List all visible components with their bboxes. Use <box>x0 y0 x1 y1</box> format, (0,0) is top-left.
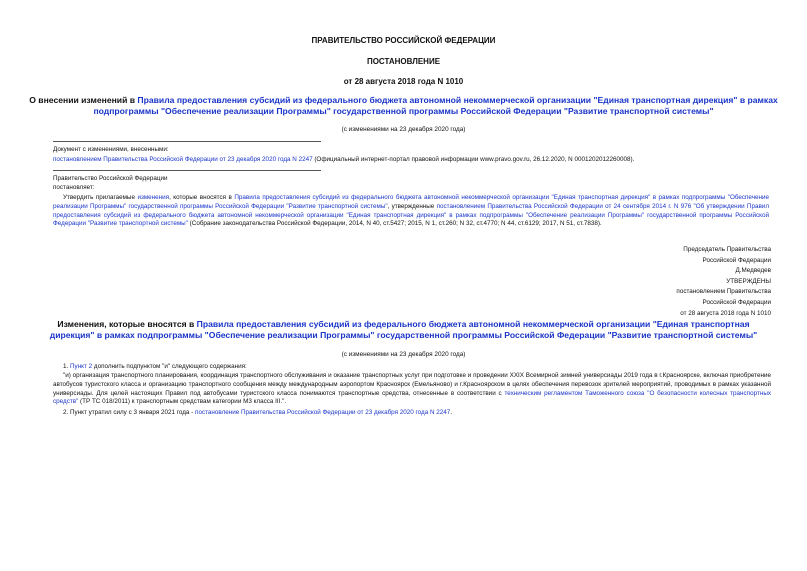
item-2 <box>63 409 763 418</box>
approval-line: от 28 августа 2018 года N 1010 <box>680 309 771 317</box>
para-text-2: , которые вносятся в <box>169 194 235 201</box>
document-date-number: от 28 августа 2018 года N 1010 <box>343 77 464 86</box>
resolution-paragraph <box>53 194 769 229</box>
para-text-4: (Собрание законодательства Российской Федерации, 2014, N 40, ст.5427; 2015, N 1, ст.260; N 32, ст.4770; N 44, ст.6129; 2017, N 51, ст.7838). <box>187 220 602 228</box>
signature-line: Российской Федерации <box>702 256 771 264</box>
item-1-number: 1. <box>63 363 71 370</box>
item-1 <box>63 363 763 372</box>
approval-line: Российской Федерации <box>702 298 771 306</box>
title-edition-note: (с изменениями на 23 декабря 2020 года) <box>341 126 466 133</box>
amendment-source: (Официальный интернет-портал правовой информации www.pravo.gov.ru, 26.12.2020, N 0001202012260008). <box>312 155 635 163</box>
quote-tail: (ТР ТС 018/2011) к транспортным средствам категории М3 класса III.". <box>78 398 287 406</box>
quote-text: "и) организация транспортного планирования, координация транспортного обслуживания и оказание транспортных услуг при подготовке и проведении XXIX Всемирной зимней универсиады 2019 года в г.Красноярске, включая приобретение автобусов туристского класса и организацию транспортного сообщения между международным аэропортом Красноярск (Емельяново) и г.Красноярском в целях обеспечения перевозок зрителей мероприятий, проводимых в рамках указанной универсиады. Для целей настоящих Правил под автобусами туристского класса понимаются транспортные средства, отнесенные в соответствии с <box>53 372 771 397</box>
approval-line: постановлением Правительства <box>676 288 771 296</box>
para-text-3: , утвержденные <box>387 202 437 210</box>
signature-line: Председатель Правительства <box>683 246 771 253</box>
rules-link[interactable]: Правила предоставления субсидий из федерального бюджета автономной некоммерческой организации "Единая транспортная дирекция" в рамках подпрограммы "Обеспечение реализации Программы" государственной программы Российской Федерации "Развитие транспортной системы" <box>53 194 770 210</box>
amendments-line <box>53 155 783 165</box>
para-text-1: Утвердить прилагаемые <box>63 194 138 201</box>
changes-title-rules-link[interactable]: Правила предоставления субсидий из федерального бюджета автономной некоммерческой организации "Единая транспортная дирекция" в рамках подпрограммы "Обеспечение реализации Программы" государственной программы Российской Федерации "Развитие транспортной системы" <box>49 319 758 340</box>
government-heading: ПРАВИТЕЛЬСТВО РОССИЙСКОЙ ФЕДЕРАЦИИ <box>311 36 496 45</box>
signature-line: Д.Медведев <box>735 267 771 275</box>
preamble <box>53 174 453 192</box>
point-2-link[interactable]: Пункт 2 <box>70 363 93 370</box>
amendments-box <box>53 145 783 164</box>
amendments-label: Документ с изменениями, внесенными: <box>53 146 169 153</box>
changes-link[interactable]: изменения <box>137 194 170 201</box>
changes-title <box>40 319 767 341</box>
item-1-text: дополнить подпунктом "и" следующего содержания: <box>92 363 247 370</box>
preamble-resolves: постановляет: <box>53 184 95 191</box>
signature-block <box>676 245 771 319</box>
decree-2247-link[interactable]: постановление Правительства Российской Федерации от 23 декабря 2020 года N 2247 <box>195 409 451 416</box>
technical-regulation-link[interactable]: техническим регламентом Таможенного союза "О безопасности колесных транспортных средств" <box>53 389 771 406</box>
document-type: ПОСТАНОВЛЕНИЕ <box>366 57 441 66</box>
amend-box-top-rule <box>53 141 321 142</box>
preamble-government: Правительство Российской Федерации <box>53 175 168 182</box>
item-2-text: 2. Пункт утратил силу с 3 января 2021 года - <box>63 409 196 416</box>
document-title <box>20 95 787 117</box>
amendment-decree-link[interactable]: постановлением Правительства Российской Федерации от 23 декабря 2020 года N 2247 <box>53 155 313 163</box>
item-2-tail: . <box>450 409 453 416</box>
decree-976-link[interactable]: постановлением Правительства Российской Федерации от 24 сентября 2014 г. N 976 "Об утверждении Правил предоставления субсидий из федерального бюджета автономной некоммерческой организации "Единая транспортная дирекция" в рамках подпрограммы "Обеспечение реализации Программы" государственной программы Российской Федерации "Развитие транспортной системы" <box>53 202 770 228</box>
amend-box-bottom-rule <box>53 170 321 171</box>
title-prefix: О внесении изменений в <box>29 95 138 105</box>
title-rules-link[interactable]: Правила предоставления субсидий из федерального бюджета автономной некоммерческой организации "Единая транспортная дирекция" в рамках подпрограммы "Обеспечение реализации Программы" государственной программы Российской Федерации "Развитие транспортной системы" <box>93 95 778 116</box>
quoted-subpoint <box>53 372 771 407</box>
changes-edition-note: (с изменениями на 23 декабря 2020 года) <box>341 351 466 358</box>
changes-title-prefix: Изменения, которые вносятся в <box>57 319 197 329</box>
approval-line: УТВЕРЖДЕНЫ <box>726 277 771 285</box>
